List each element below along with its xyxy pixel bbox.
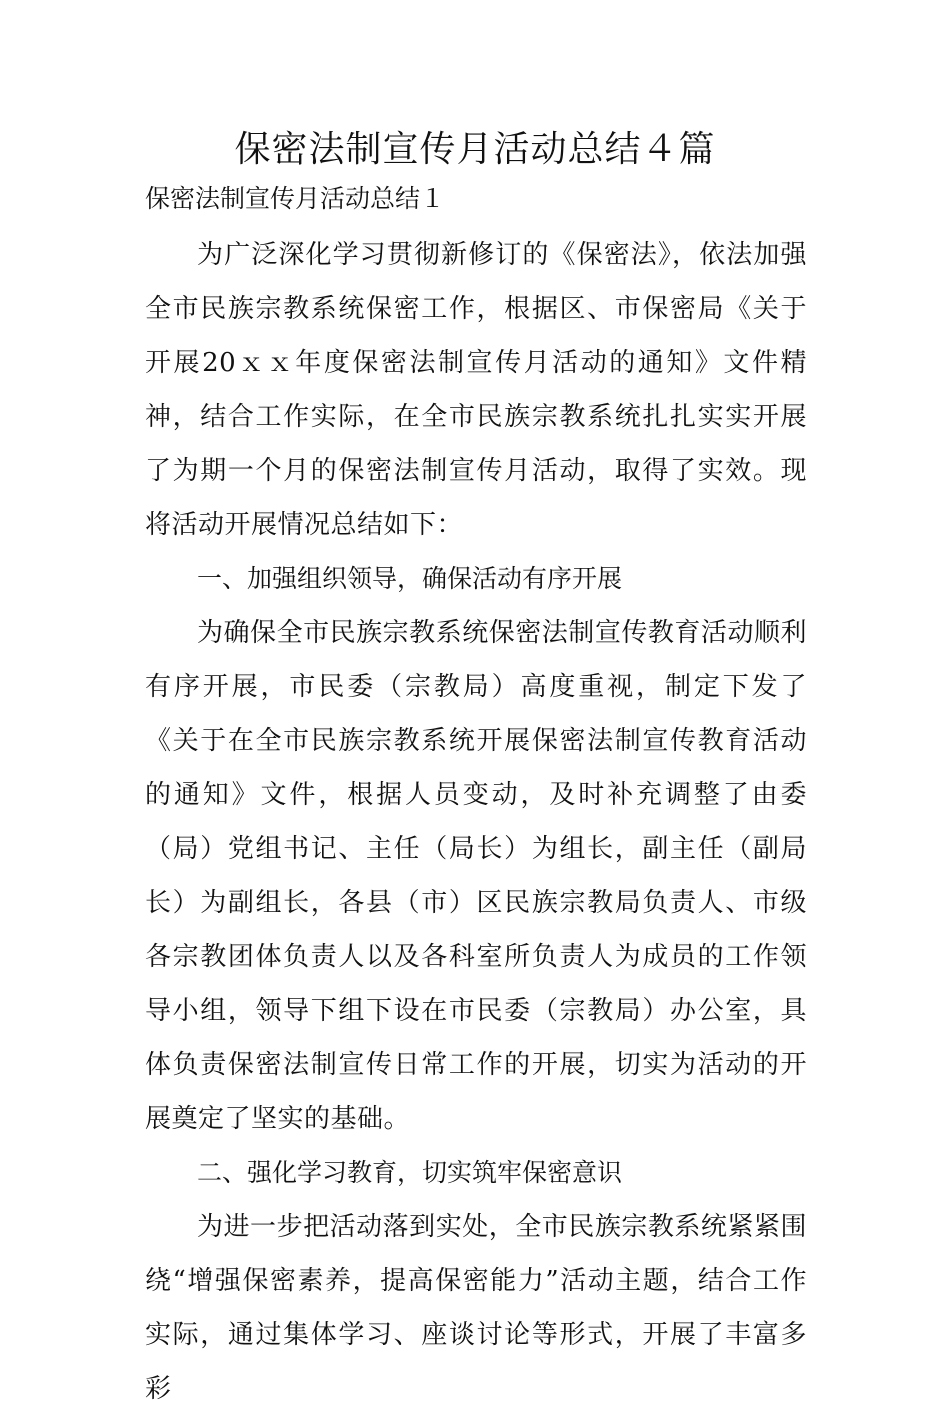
paragraph-section-1: 为确保全市民族宗教系统保密法制宣传教育活动顺利有序开展，市民委（宗教局）高度重视，制定下发了《关于在全市民族宗教系统开展保密法制宣传教育活动的通知》文件，根据人员变动，及时补充调整了由委（局）党组书记、主任（局长）为组长，副主任（副局长）为副组长，各县（市）区民族宗教局负责人、市级各宗教团体负责人以及各科室所负责人为成员的工作领导小组，领导下组下设在市民委（宗教局）办公室，具体负责保密法制宣传日常工作的开展，切实为活动的开展奠定了坚实的基础。 [145,618,807,1134]
section-heading-1: 一、加强组织领导，确保活动有序开展 [197,564,623,593]
document-body [145,228,807,1416]
document-subtitle: 保密法制宣传月活动总结１ [145,184,446,213]
document-title: 保密法制宣传月活动总结４篇 [234,129,716,170]
paragraph-section-2: 为进一步把活动落到实处，全市民族宗教系统紧紧围绕“增强保密素养，提高保密能力”活动主题，结合工作实际，通过集体学习、座谈讨论等形式，开展了丰富多彩 [145,1212,807,1404]
paragraph-intro: 为广泛深化学习贯彻新修订的《保密法》，依法加强全市民族宗教系统保密工作，根据区、市保密局《关于开展20ｘｘ年度保密法制宣传月活动的通知》文件精神，结合工作实际，在全市民族宗教系统扎扎实实开展了为期一个月的保密法制宣传月活动，取得了实效。现将活动开展情况总结如下： [145,240,807,540]
section-heading-2: 二、强化学习教育，切实筑牢保密意识 [197,1158,623,1187]
